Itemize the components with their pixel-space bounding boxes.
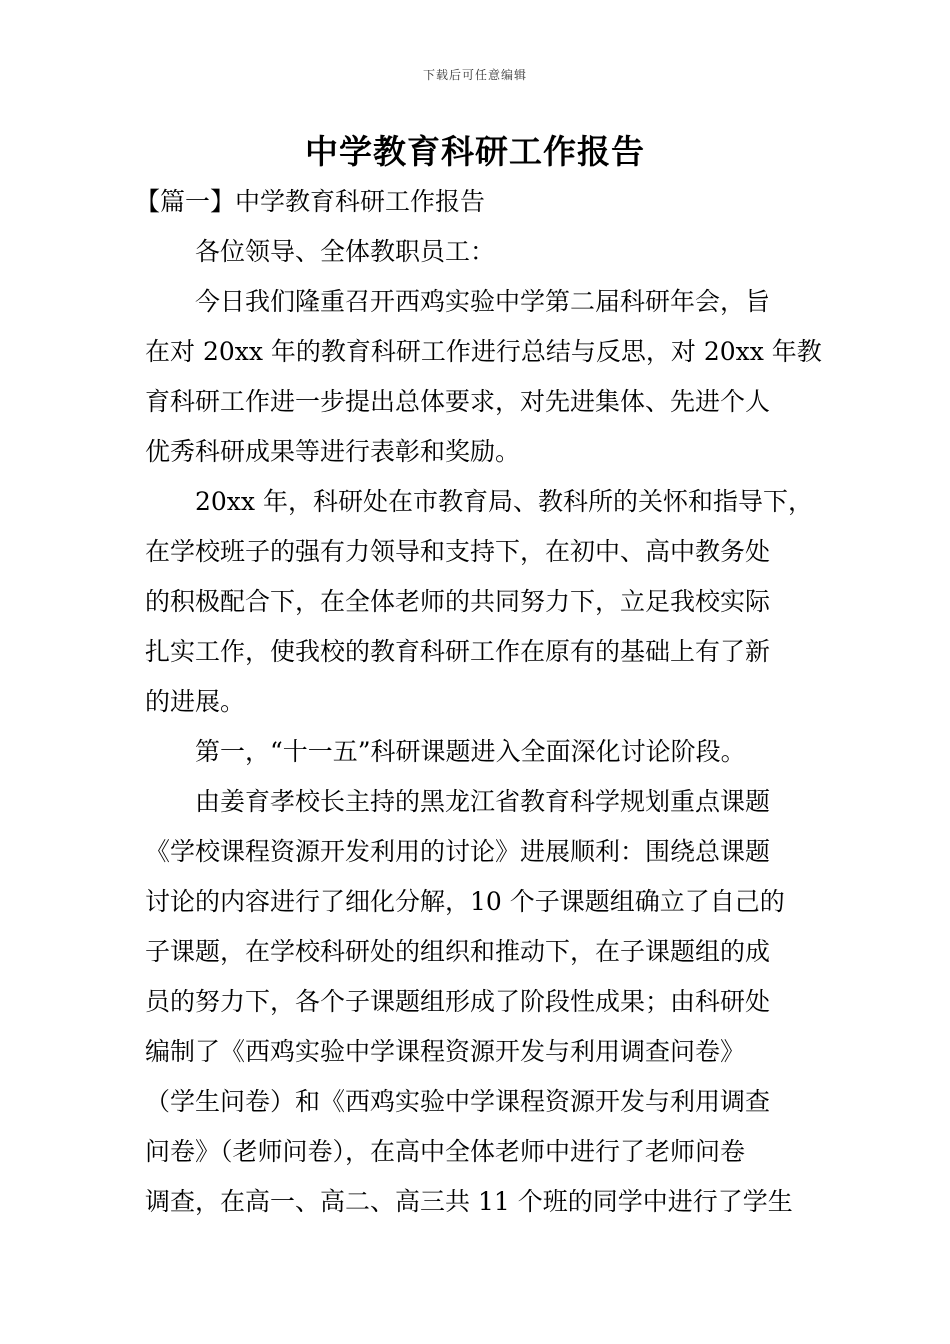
paragraph-line: 在学校班子的强有力领导和支持下，在初中、高中教务处 — [145, 537, 771, 566]
document-title: 中学教育科研工作报告 — [305, 132, 645, 171]
paragraph-line: 育科研工作进一步提出总体要求，对先进集体、先进个人 — [145, 387, 771, 416]
document-body — [135, 177, 822, 1227]
salutation-line: 各位领导、全体教职员工： — [195, 237, 496, 266]
paragraph-line: 调查，在高一、高二、高三共 11 个班的同学中进行了学生 — [145, 1187, 793, 1216]
paragraph-line: 扎实工作，使我校的教育科研工作在原有的基础上有了新 — [145, 637, 771, 666]
header-note: 下载后可任意编辑 — [422, 68, 527, 82]
paragraph-line: 讨论的内容进行了细化分解，10 个子课题组确立了自己的 — [145, 887, 785, 916]
paragraph-line: 在对 20xx 年的教育科研工作进行总结与反思，对 20xx 年教 — [145, 337, 822, 366]
section-heading: 【篇一】中学教育科研工作报告 — [135, 187, 486, 216]
paragraph-line: 第一，“十一五”科研课题进入全面深化讨论阶段。 — [195, 737, 746, 766]
paragraph-line: 由姜育孝校长主持的黑龙江省教育科学规划重点课题 — [195, 787, 771, 816]
paragraph-line: 《学校课程资源开发利用的讨论》进展顺利：围绕总课题 — [145, 837, 771, 866]
paragraph-line: 问卷》（老师问卷），在高中全体老师中进行了老师问卷 — [145, 1137, 746, 1166]
paragraph-line: 子课题，在学校科研处的组织和推动下，在子课题组的成 — [145, 937, 771, 966]
paragraph-line: 的积极配合下，在全体老师的共同努力下，立足我校实际 — [145, 587, 771, 616]
paragraph-line: 员的努力下，各个子课题组形成了阶段性成果；由科研处 — [145, 987, 771, 1016]
paragraph-line: 20xx 年，科研处在市教育局、教科所的关怀和指导下， — [195, 487, 813, 516]
paragraph-line: 优秀科研成果等进行表彰和奖励。 — [145, 437, 521, 466]
paragraph-line: （学生问卷）和《西鸡实验中学课程资源开发与利用调查 — [145, 1087, 771, 1116]
paragraph-line: 今日我们隆重召开西鸡实验中学第二届科研年会，旨 — [195, 287, 771, 316]
paragraph-line: 的进展。 — [145, 687, 246, 716]
paragraph-line: 编制了《西鸡实验中学课程资源开发与利用调查问卷》 — [145, 1037, 746, 1066]
